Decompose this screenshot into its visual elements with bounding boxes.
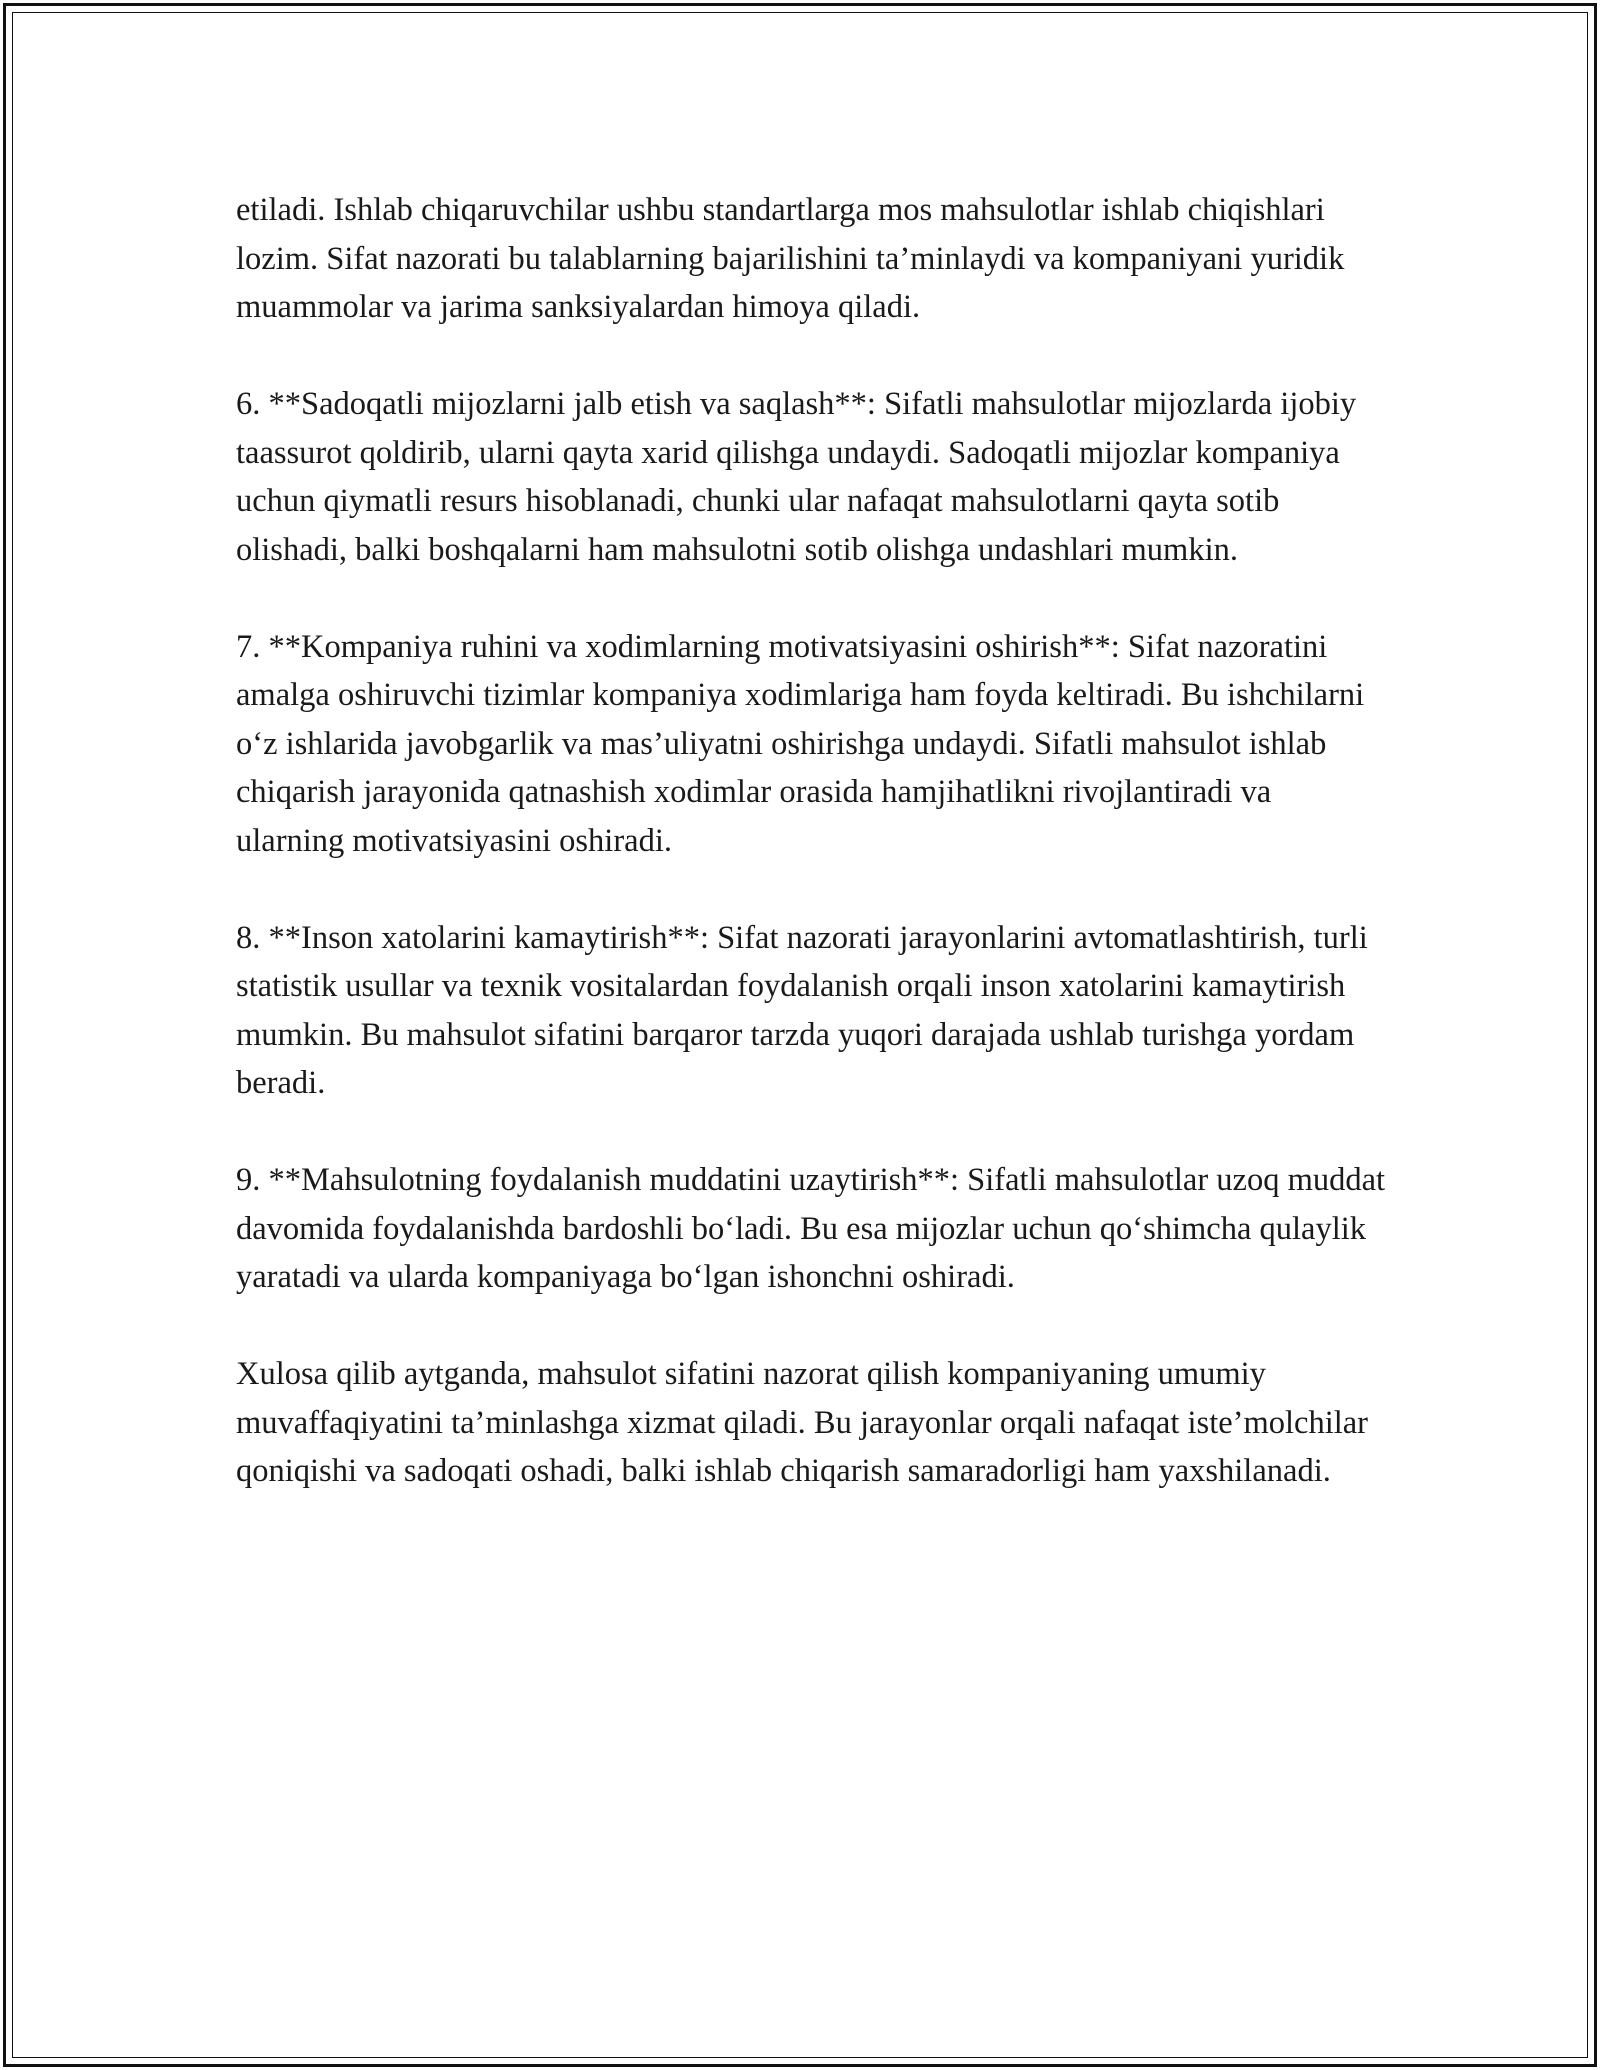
document-body bbox=[236, 186, 1386, 1544]
paragraph-conclusion: Xulosa qilib aytganda, mahsulot sifatini nazorat qilish kompaniyaning umumiy muvaffaqiyatini ta’minlashga xizmat qiladi. Bu jarayonlar orqali nafaqat iste’molchilar qoniqishi va sadoqati oshadi, balki ishlab chiqarish samaradorligi ham yaxshilanadi. bbox=[236, 1356, 1369, 1489]
paragraph-item-8: 8. **Inson xatolarini kamaytirish**: Sifat nazorati jarayonlarini avtomatlashtirish, turli statistik usullar va texnik vositalardan foydalanish orqali inson xatolarini kamaytirish mumkin. Bu mahsulot sifatini barqaror tarzda yuqori darajada ushlab turishga yordam beradi. bbox=[236, 919, 1368, 1101]
paragraph-item-9: 9. **Mahsulotning foydalanish muddatini uzaytirish**: Sifatli mahsulotlar uzoq muddat davomida foydalanishda bardoshli bo‘ladi. Bu esa mijozlar uchun qo‘shimcha qulaylik yaratadi va ularda kompaniyaga bo‘lgan ishonchni oshiradi. bbox=[236, 1162, 1386, 1295]
paragraph-intro-continuation: etiladi. Ishlab chiqaruvchilar ushbu standartlarga mos mahsulotlar ishlab chiqishlari lozim. Sifat nazorati bu talablarning bajarilishini ta’minlaydi va kompaniyani yuridik muammolar va jarima sanksiyalardan himoya qiladi. bbox=[236, 192, 1345, 325]
paragraph-item-6: 6. **Sadoqatli mijozlarni jalb etish va saqlash**: Sifatli mahsulotlar mijozlarda ijobiy taassurot qoldirib, ularni qayta xarid qilishga undaydi. Sadoqatli mijozlar kompaniya uchun qiymatli resurs hisoblanadi, chunki ular nafaqat mahsulotlarni qayta sotib olishadi, balki boshqalarni ham mahsulotni sotib olishga undashlari mumkin. bbox=[236, 386, 1357, 568]
paragraph-item-7: 7. **Kompaniya ruhini va xodimlarning motivatsiyasini oshirish**: Sifat nazoratini amalga oshiruvchi tizimlar kompaniya xodimlariga ham foyda keltiradi. Bu ishchilarni o‘z ishlarida javobgarlik va mas’uliyatni oshirishga undaydi. Sifatli mahsulot ishlab chiqarish jarayonida qatnashish xodimlar orasida hamjihatlikni rivojlantiradi va ularning motivatsiyasini oshiradi. bbox=[236, 628, 1365, 859]
